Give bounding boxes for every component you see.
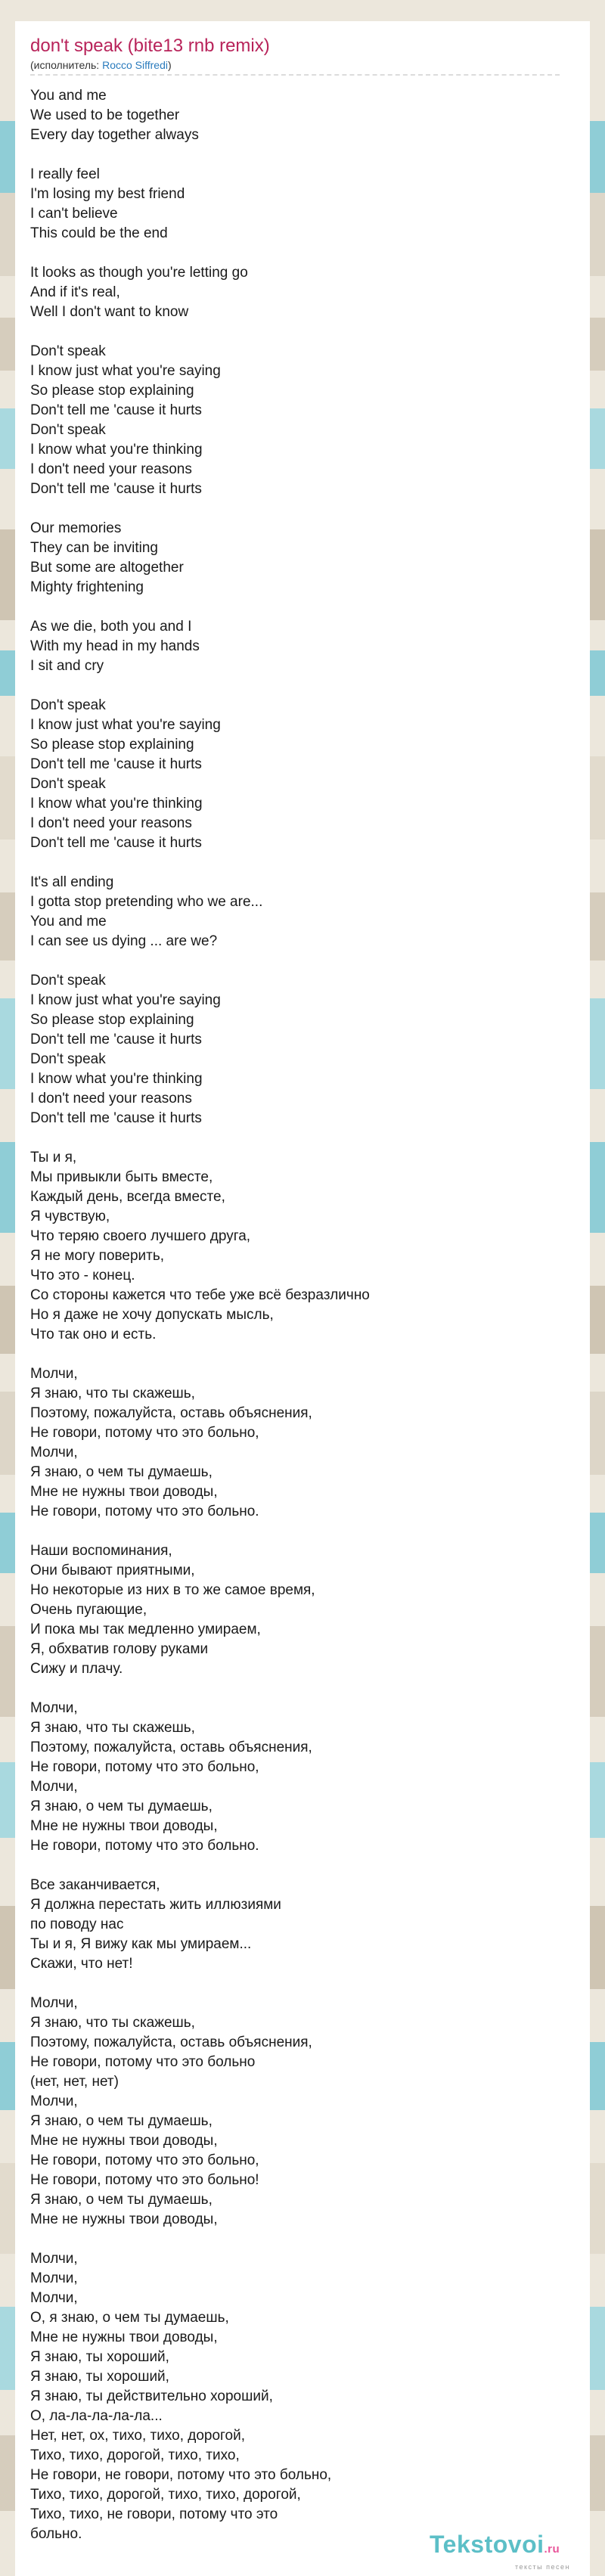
lyric-line: Каждый день, всегда вместе, [30,1189,225,1205]
lyric-line: Well I don't want to know [30,304,189,320]
lyric-line: больно. [30,2526,82,2542]
lyric-line: Очень пугающие, [30,1602,147,1618]
logo-domain: .ru [544,2543,560,2556]
lyric-line: О, я знаю, о чем ты думаешь, [30,2310,229,2326]
logo-tagline: тексты песен [514,2563,570,2571]
lyric-line: Я знаю, ты действительно хороший, [30,2388,273,2404]
lyric-line: Don't tell me 'cause it hurts [30,402,202,418]
lyric-line: Я знаю, о чем ты думаешь, [30,1799,213,1814]
lyrics-stanza [30,519,575,597]
lyric-line: Нет, нет, ох, тихо, тихо, дорогой, [30,2428,246,2444]
lyrics-stanza [30,86,575,145]
lyric-line: Я чувствую, [30,1209,110,1224]
lyric-line: So please stop explaining [30,383,194,399]
lyric-line: Мне не нужны твои доводы, [30,2133,218,2149]
lyrics-stanza [30,617,575,676]
lyric-line: But some are altogether [30,560,184,576]
lyric-line: Don't speak [30,1051,106,1067]
lyric-line: по поводу нас [30,1916,124,1932]
lyric-line: Не говори, потому что это больно [30,2054,256,2070]
lyric-line: Поэтому, пожалуйста, оставь объяснения, [30,1740,312,1755]
lyric-line: So please stop explaining [30,737,194,753]
lyric-line: I really feel [30,166,100,182]
lyrics-stanza [30,2249,575,2544]
lyric-line: As we die, both you and I [30,619,192,635]
lyric-line: I gotta stop pretending who we are... [30,894,263,910]
lyrics-stanza [30,696,575,853]
logo-wordmark [430,2531,588,2563]
lyric-line: (нет, нет, нет) [30,2074,119,2090]
lyrics-stanza [30,263,575,322]
lyric-line: Мне не нужны твои доводы, [30,1484,218,1500]
lyric-line: Все заканчивается, [30,1877,160,1893]
lyric-line: Не говори, не говори, потому что это больно, [30,2467,332,2483]
lyric-line: Что теряю своего лучшего друга, [30,1228,251,1244]
lyric-line: Ты и я, Я вижу как мы умираем... [30,1936,252,1952]
artist-suffix: ) [168,59,172,71]
lyric-line: Наши воспоминания, [30,1543,172,1559]
lyrics-stanza [30,1876,575,1974]
lyric-line: Молчи, [30,1995,78,2011]
lyric-line: It looks as though you're letting go [30,265,248,281]
lyric-line: Молчи, [30,2290,78,2306]
lyric-line: Что это - конец. [30,1268,135,1283]
lyric-line: Не говори, потому что это больно. [30,1838,259,1854]
artist-link[interactable]: Rocco Siffredi [102,59,168,71]
lyrics-stanza [30,1541,575,1679]
lyric-line: This could be the end [30,225,168,241]
lyric-line: And if it's real, [30,284,120,300]
lyrics-card [15,21,590,2576]
lyric-line: Молчи, [30,1445,78,1460]
site-logo[interactable] [430,2531,588,2571]
lyric-line: Со стороны кажется что тебе уже всё безразлично [30,1287,370,1303]
lyric-line: Молчи, [30,1779,78,1795]
lyric-line: I sit and cry [30,658,104,674]
lyric-line: I know just what you're saying [30,717,221,733]
lyric-line: Они бывают приятными, [30,1563,195,1578]
lyric-line: Но я даже не хочу допускать мысль, [30,1307,274,1323]
lyric-line: Молчи, [30,2270,78,2286]
lyric-line: Я знаю, ты хороший, [30,2369,169,2385]
lyric-line: О, ла-ла-ла-ла-ла... [30,2408,163,2424]
lyric-line: Но некоторые из них в то же самое время, [30,1582,315,1598]
lyric-line: Мне не нужны твои доводы, [30,2211,218,2227]
lyric-line: Don't speak [30,343,106,359]
lyric-line: I don't need your reasons [30,461,192,477]
lyric-line: I know what you're thinking [30,796,203,812]
lyric-line: I know what you're thinking [30,442,203,458]
song-title: don't speak (bite13 rnb remix) [30,36,270,56]
lyric-line: Поэтому, пожалуйста, оставь объяснения, [30,1405,312,1421]
lyric-line: Don't speak [30,776,106,792]
artist-prefix: (исполнитель: [30,59,103,71]
lyric-line: Я знаю, что ты скажешь, [30,1720,195,1736]
lyric-line: Я знаю, что ты скажешь, [30,2015,195,2031]
lyric-line: Молчи, [30,2251,78,2267]
lyric-line: I don't need your reasons [30,1091,192,1106]
lyric-line: Молчи, [30,1700,78,1716]
lyric-line: Don't speak [30,697,106,713]
lyrics-stanza [30,873,575,951]
lyrics-stanza [30,165,575,244]
lyric-line: I know just what you're saying [30,992,221,1008]
lyric-line: Я знаю, что ты скажешь, [30,1386,195,1401]
lyric-line: Every day together always [30,127,199,143]
lyric-line: Молчи, [30,1366,78,1382]
lyric-line: Скажи, что нет! [30,1956,133,1972]
lyric-line: Не говори, потому что это больно, [30,1759,259,1775]
lyric-line: Мне не нужны твои доводы, [30,1818,218,1834]
lyrics-stanza [30,1364,575,1522]
lyric-line: И пока мы так медленно умираем, [30,1622,261,1637]
lyric-line: Я знаю, о чем ты думаешь, [30,2192,213,2208]
lyric-line: Не говори, потому что это больно. [30,1504,259,1519]
lyric-line: Don't tell me 'cause it hurts [30,1032,202,1047]
lyric-line: Я знаю, ты хороший, [30,2349,169,2365]
lyric-line: Тихо, тихо, дорогой, тихо, тихо, [30,2447,240,2463]
lyric-line: Молчи, [30,2093,78,2109]
lyric-line: It's all ending [30,874,114,890]
artist-line [30,57,560,76]
lyrics-stanza [30,1148,575,1345]
lyric-line: Не говори, потому что это больно, [30,2152,259,2168]
lyric-line: Don't speak [30,973,106,989]
lyric-line: I don't need your reasons [30,815,192,831]
lyric-line: Don't tell me 'cause it hurts [30,756,202,772]
lyric-line: Я знаю, о чем ты думаешь, [30,2113,213,2129]
lyric-line: Тихо, тихо, дорогой, тихо, тихо, дорогой, [30,2487,301,2503]
logo-name: Tekstovoi [430,2531,544,2558]
lyric-line: Mighty frightening [30,579,144,595]
lyric-line: Я, обхватив голову руками [30,1641,209,1657]
lyrics-body [30,86,575,2544]
lyric-line: Я знаю, о чем ты думаешь, [30,1464,213,1480]
lyric-line: Я не могу поверить, [30,1248,165,1264]
lyric-line: Don't tell me 'cause it hurts [30,1110,202,1126]
lyric-line: We used to be together [30,107,180,123]
lyric-line: Our memories [30,520,122,536]
lyric-line: They can be inviting [30,540,158,556]
lyric-line: So please stop explaining [30,1012,194,1028]
lyric-line: I know just what you're saying [30,363,221,379]
lyric-line: I'm losing my best friend [30,186,185,202]
lyric-line: You and me [30,88,107,104]
lyric-line: I can't believe [30,206,118,222]
lyric-line: Что так оно и есть. [30,1327,157,1342]
lyric-line: Don't speak [30,422,106,438]
lyric-line: With my head in my hands [30,638,200,654]
lyrics-stanza [30,342,575,499]
lyric-line: Не говори, потому что это больно, [30,1425,259,1441]
lyric-line: Мы привыкли быть вместе, [30,1169,213,1185]
lyric-line: You and me [30,914,107,930]
lyrics-stanza [30,1699,575,1856]
lyric-line: Don't tell me 'cause it hurts [30,835,202,851]
lyric-line: Don't tell me 'cause it hurts [30,481,202,497]
lyric-line: Тихо, тихо, не говори, потому что это [30,2506,278,2522]
lyric-line: Сижу и плачу. [30,1661,123,1677]
lyric-line: I know what you're thinking [30,1071,203,1087]
lyrics-stanza [30,1994,575,2230]
lyric-line: Поэтому, пожалуйста, оставь объяснения, [30,2034,312,2050]
lyric-line: Не говори, потому что это больно! [30,2172,259,2188]
lyric-line: Ты и я, [30,1150,77,1165]
lyric-line: Я должна перестать жить иллюзиями [30,1897,281,1913]
lyrics-stanza [30,971,575,1128]
lyric-line: Мне не нужны твои доводы, [30,2329,218,2345]
lyric-line: I can see us dying ... are we? [30,933,218,949]
